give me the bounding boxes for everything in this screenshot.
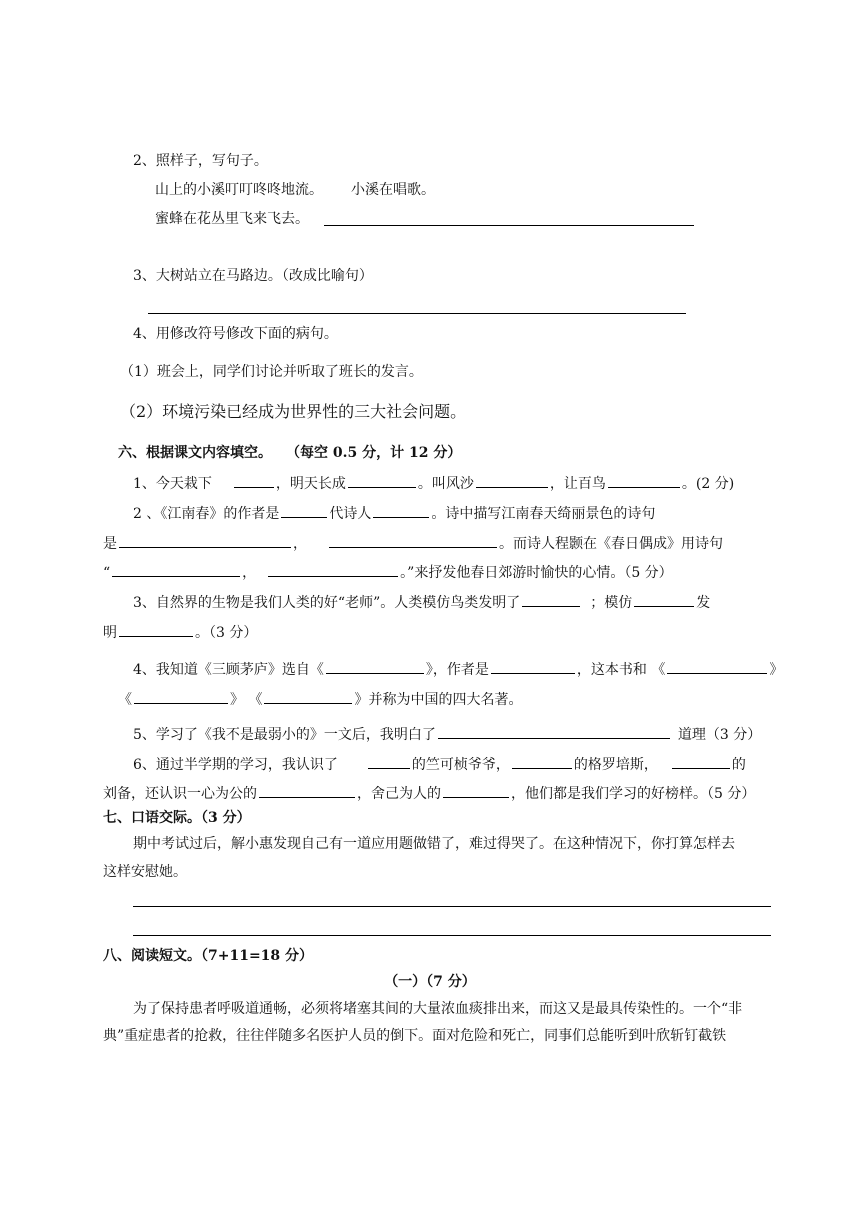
q5-item2-prompt (155, 209, 309, 229)
fill-in-blank[interactable] (348, 473, 416, 488)
q6-line-1 (133, 473, 734, 494)
q5-item3-title: 3、大树站立在马路边。（改成比喻句） (133, 268, 373, 284)
text-segment: 。(2 分) (681, 476, 735, 492)
text-segment: 的格罗培斯， (573, 757, 658, 773)
fill-in-blank[interactable] (491, 659, 575, 674)
answer-blank-line[interactable] (148, 313, 686, 314)
example-answer: 小溪在唱歌。 (351, 182, 435, 198)
text-segment: 道理（3 分） (677, 727, 762, 743)
text-segment: ，这本书和 《 (576, 662, 666, 678)
q6-line-4 (103, 562, 673, 583)
text-segment: 2 、《江南春》的作者是 (133, 506, 280, 522)
fill-in-blank[interactable] (326, 659, 424, 674)
q6-line-6 (103, 622, 257, 643)
fill-in-blank[interactable] (512, 754, 572, 769)
fill-in-blank[interactable] (368, 754, 410, 769)
fill-in-blank[interactable] (264, 689, 352, 704)
q5-item2-example (155, 180, 435, 200)
passage-line-2: 典”重症患者的抢救，往往伴随多名医护人员的倒下。面对危险和死亡，同事们总能听到叶欣斩钉截铁 (103, 1028, 727, 1044)
text-segment: 。（3 分） (195, 625, 258, 641)
fill-in-blank[interactable] (672, 754, 730, 769)
text-segment: ；模仿 (590, 595, 633, 611)
fill-in-blank[interactable] (119, 622, 193, 637)
fill-in-blank[interactable] (438, 724, 670, 739)
text-segment: 。而诗人程颢在《春日偶成》用诗句 (499, 536, 723, 552)
text-segment: 的竺可桢爷爷， (411, 757, 510, 773)
q5-item4-sentence-2: （2）环境污染已经成为世界性的三大社会问题。 (120, 402, 467, 421)
text-segment: 》并称为中国的四大名著。 (354, 692, 523, 708)
text-segment: 6、通过半学期的学习，我认识了 (133, 757, 338, 773)
q6-line-11 (103, 783, 755, 804)
text-segment: ， (293, 536, 307, 552)
passage-line-1: 为了保持患者呼吸道通畅，必须将堵塞其间的大量浓血痰排出来，而这又是最具传染性的。一个“非 (133, 1001, 743, 1017)
fill-in-blank[interactable] (667, 659, 767, 674)
text-segment: 《 (118, 692, 132, 708)
section-8-heading: 八、阅读短文。（7+11=18 分） (103, 948, 314, 964)
text-segment: 》 (769, 662, 784, 678)
text-segment: 5、学习了《我不是最弱小的》一文后，我明白了 (133, 727, 436, 743)
section-7-heading: 七、口语交际。（3 分） (103, 810, 251, 826)
text-segment: 六、根据课文内容填空。 (118, 445, 272, 461)
text-segment: 1、今天栽下 (133, 476, 212, 492)
fill-in-blank[interactable] (522, 592, 580, 607)
text-segment: “ (103, 565, 111, 581)
q7-paragraph-line-2: 这样安慰她。 (103, 864, 187, 880)
q7-paragraph-line-1: 期中考试过后，解小惠发现自己有一道应用题做错了，难过得哭了。在这种情况下，你打算怎样去 (133, 836, 735, 852)
text-segment: 3、自然界的生物是我们人类的好“老师”。人类模仿鸟类发明了 (133, 595, 521, 611)
fill-in-blank[interactable] (443, 783, 509, 798)
fill-in-blank[interactable] (476, 473, 548, 488)
text-segment: 的 (731, 757, 746, 773)
text-segment: ，明天长成 (275, 476, 346, 492)
text-segment: 》 《 (230, 692, 263, 708)
answer-blank-line[interactable] (133, 906, 771, 907)
text-segment: 刘备，还认识一心为公的 (103, 786, 257, 802)
q6-line-7 (133, 659, 783, 680)
fill-in-blank[interactable] (329, 533, 497, 548)
text-segment: ， (242, 565, 257, 581)
text-segment: ，舍己为人的 (357, 786, 441, 802)
q5-item4-sentence-1: （1）班会上，同学们讨论并听取了班长的发言。 (120, 364, 423, 380)
fill-in-blank[interactable] (134, 689, 228, 704)
answer-blank-line[interactable] (133, 935, 771, 936)
q6-line-3 (103, 533, 723, 554)
q6-line-8 (118, 689, 522, 710)
text-segment: （每空 0.5 分，计 12 分） (286, 445, 462, 461)
example-sentence: 山上的小溪叮叮咚咚地流。 (155, 182, 323, 198)
text-segment: 蜜蜂在花丛里飞来飞去。 (155, 211, 309, 227)
text-segment: 代诗人 (329, 506, 372, 522)
text-segment: 发 (696, 595, 711, 611)
text-segment: 明 (103, 625, 117, 641)
passage-subheading: （一）（7 分） (384, 974, 476, 990)
text-segment: 。叫风沙 (417, 476, 474, 492)
q6-line-10 (133, 754, 746, 775)
fill-in-blank[interactable] (234, 473, 274, 488)
q6-line-5 (133, 592, 710, 613)
fill-in-blank[interactable] (634, 592, 694, 607)
text-segment: ，让百鸟 (549, 476, 606, 492)
q5-item2-title: 2、照样子，写句子。 (133, 153, 268, 169)
text-segment: 4、我知道《三顾茅庐》选自《 (133, 662, 324, 678)
q5-item4-title: 4、用修改符号修改下面的病句。 (133, 326, 338, 342)
text-segment: 。诗中描写江南春天绮丽景色的诗句 (431, 506, 656, 522)
fill-in-blank[interactable] (281, 503, 327, 518)
fill-in-blank[interactable] (373, 503, 429, 518)
fill-in-blank[interactable] (268, 562, 398, 577)
text-segment: 。”来抒发他春日郊游时愉快的心情。（5 分） (400, 565, 673, 581)
fill-in-blank[interactable] (259, 783, 355, 798)
text-segment: ，他们都是我们学习的好榜样。（5 分） (511, 786, 756, 802)
fill-in-blank[interactable] (608, 473, 680, 488)
fill-in-blank[interactable] (119, 533, 291, 548)
text-segment: 》，作者是 (425, 662, 489, 678)
fill-in-blank[interactable] (112, 562, 240, 577)
q6-line-2 (133, 503, 655, 524)
q6-line-9 (133, 724, 761, 745)
answer-blank-line[interactable] (324, 225, 694, 226)
section-6-heading (118, 443, 461, 463)
text-segment: 是 (103, 536, 117, 552)
